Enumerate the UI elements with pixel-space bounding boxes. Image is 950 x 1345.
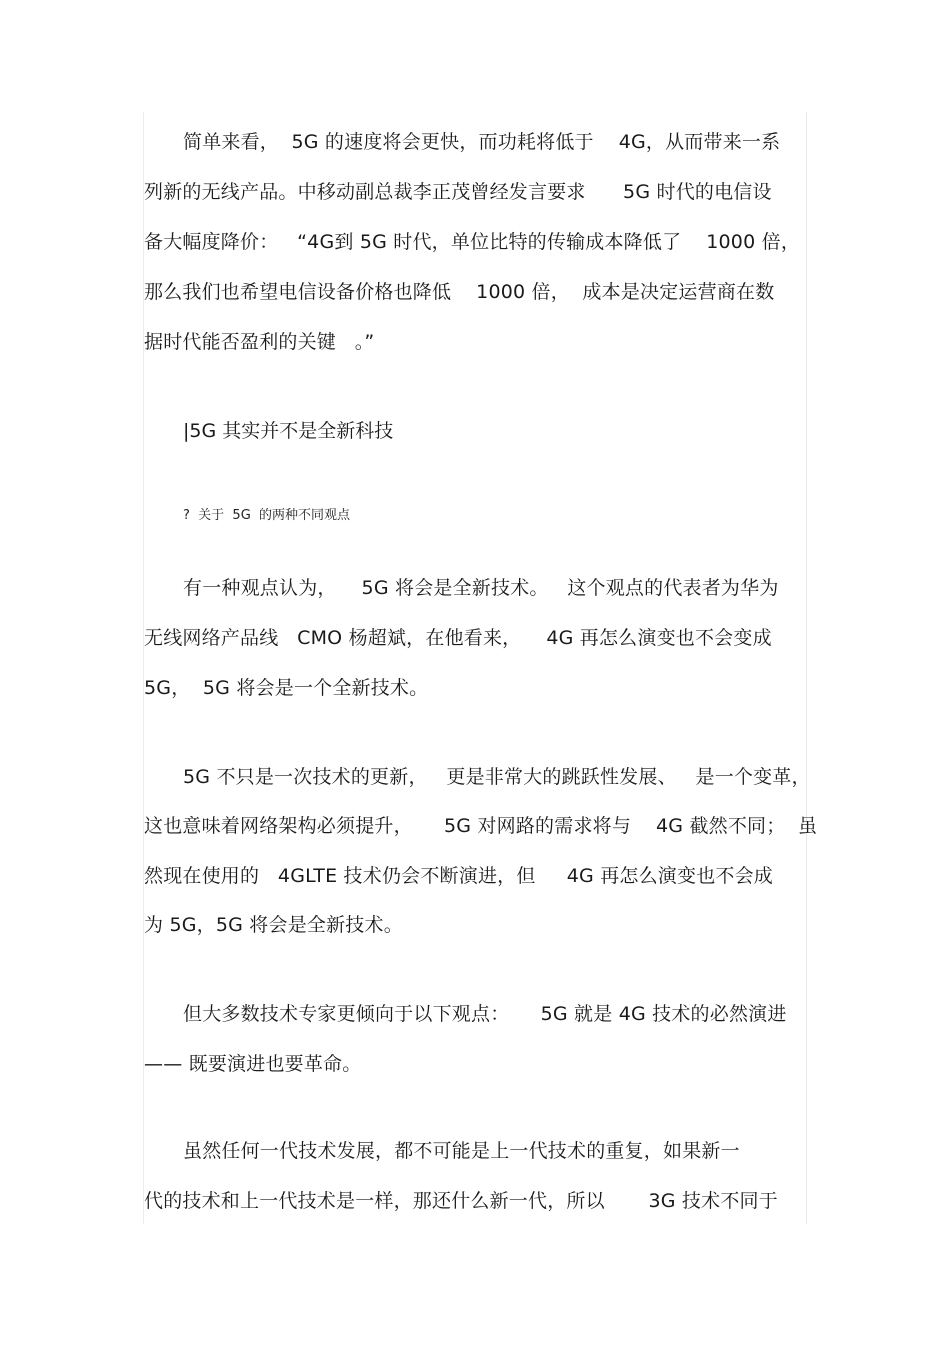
paragraph-1-line-4: 那么我们也希望电信设备价格也降低 1000 倍， 成本是决定运营商在数 xyxy=(144,281,775,303)
paragraph-1-line-3: 备大幅度降价： “4G到 5G 时代，单位比特的传输成本降低了 1000 倍， xyxy=(144,231,801,253)
body-paragraph-1-line-2: 无线网络产品线 CMO 杨超斌，在他看来， 4G 再怎么演变也不会变成 xyxy=(144,627,772,649)
sub-heading: ? 关于 5G 的两种不同观点 xyxy=(183,508,351,523)
body-paragraph-1-line-3: 5G， 5G 将会是一个全新技术。 xyxy=(144,677,429,699)
body-paragraph-2-line-2: 这也意味着网络架构必须提升， 5G 对网路的需求将与 4G 截然不同； 虽 xyxy=(144,815,818,837)
paragraph-1-line-1: 简单来看， 5G 的速度将会更快，而功耗将低于 4G，从而带来一系 xyxy=(183,131,781,153)
body-paragraph-2-line-1: 5G 不只是一次技术的更新， 更是非常大的跳跃性发展、 是一个变革， xyxy=(183,766,811,788)
body-paragraph-2-line-3: 然现在使用的 4GLTE 技术仍会不断演进，但 4G 再怎么演变也不会成 xyxy=(144,865,774,887)
body-paragraph-3-line-1: 但大多数技术专家更倾向于以下观点： 5G 就是 4G 技术的必然演进 xyxy=(183,1003,787,1025)
section-heading: |5G 其实并不是全新科技 xyxy=(183,420,394,442)
body-paragraph-2-line-4: 为 5G，5G 将会是全新技术。 xyxy=(144,914,403,936)
body-paragraph-1-line-1: 有一种观点认为， 5G 将会是全新技术。 这个观点的代表者为华为 xyxy=(183,577,779,599)
body-paragraph-4-line-1: 虽然任何一代技术发展，都不可能是上一代技术的重复，如果新一 xyxy=(183,1140,740,1162)
paragraph-1-line-2: 列新的无线产品。中移动副总裁李正茂曾经发言要求 5G 时代的电信设 xyxy=(144,181,772,203)
paragraph-1-line-5: 据时代能否盈利的关键 。” xyxy=(144,331,375,353)
page-right-edge xyxy=(806,112,807,1224)
body-paragraph-3-line-2: —— 既要演进也要革命。 xyxy=(144,1053,362,1075)
body-paragraph-4-line-2: 代的技术和上一代技术是一样，那还什么新一代，所以 3G 技术不同于 xyxy=(144,1190,778,1212)
